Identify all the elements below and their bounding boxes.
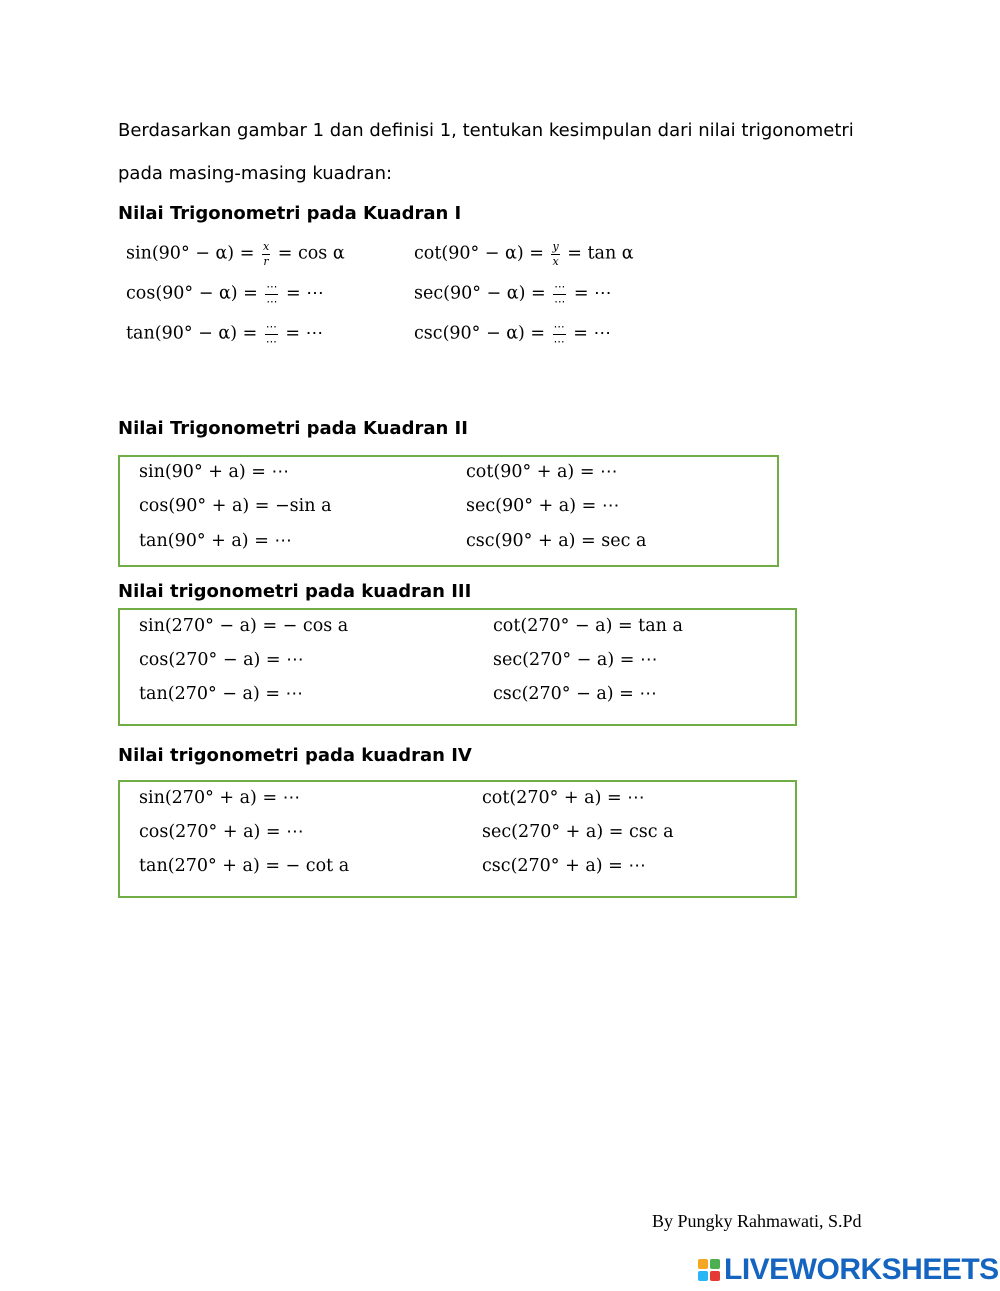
q1-csc-num: ⋯ bbox=[553, 320, 565, 333]
q1-tan-num: ⋯ bbox=[265, 320, 277, 333]
intro-line-2: pada masing-masing kuadran: bbox=[118, 163, 393, 184]
q1-cos-lhs: cos(90° − α) = bbox=[126, 283, 258, 304]
q1-csc-fraction bbox=[553, 321, 566, 347]
q1-sin-rhs: = cos α bbox=[277, 243, 345, 264]
q3-sin-formula: sin(270° − a) = − cos a bbox=[139, 616, 349, 636]
q4-sin-formula: sin(270° + a) = ⋯ bbox=[139, 788, 301, 808]
q1-csc-formula bbox=[414, 321, 611, 347]
logo-square-1 bbox=[698, 1259, 708, 1269]
q1-sin-fraction bbox=[262, 241, 270, 267]
q3-cos-formula: cos(270° − a) = ⋯ bbox=[139, 650, 304, 670]
q1-sec-formula bbox=[414, 281, 612, 307]
q1-sin-den: r bbox=[263, 254, 269, 268]
q2-sec-formula: sec(90° + a) = ⋯ bbox=[466, 496, 620, 516]
q1-sec-den: ⋯ bbox=[554, 294, 566, 308]
logo-square-3 bbox=[698, 1271, 708, 1281]
liveworksheets-logo[interactable] bbox=[698, 1253, 999, 1287]
q1-cot-formula bbox=[414, 241, 634, 267]
q4-csc-formula: csc(270° + a) = ⋯ bbox=[482, 856, 646, 876]
q1-tan-lhs: tan(90° − α) = bbox=[126, 323, 258, 344]
q3-tan-formula: tan(270° − a) = ⋯ bbox=[139, 684, 304, 704]
heading-kuadran-4: Nilai trigonometri pada kuadran IV bbox=[118, 745, 472, 766]
q1-cot-rhs: = tan α bbox=[567, 243, 634, 264]
q1-sec-num: ⋯ bbox=[554, 280, 566, 293]
author-credit: By Pungky Rahmawati, S.Pd bbox=[652, 1211, 862, 1231]
q1-cot-fraction bbox=[551, 241, 559, 267]
q1-cos-formula bbox=[126, 281, 324, 307]
q1-cos-num: ⋯ bbox=[266, 280, 278, 293]
q1-tan-rhs: = ⋯ bbox=[285, 323, 324, 344]
q4-tan-formula: tan(270° + a) = − cot a bbox=[139, 856, 350, 876]
q4-cot-formula: cot(270° + a) = ⋯ bbox=[482, 788, 645, 808]
q1-csc-rhs: = ⋯ bbox=[573, 323, 611, 344]
q1-sec-rhs: = ⋯ bbox=[573, 283, 612, 304]
q3-sec-formula: sec(270° − a) = ⋯ bbox=[493, 650, 658, 670]
q1-tan-fraction bbox=[265, 321, 278, 347]
q1-cos-rhs: = ⋯ bbox=[285, 283, 324, 304]
q2-sin-formula: sin(90° + a) = ⋯ bbox=[139, 462, 290, 482]
q1-sec-lhs: sec(90° − α) = bbox=[414, 283, 546, 304]
q1-cot-den: x bbox=[552, 254, 559, 268]
q4-cos-formula: cos(270° + a) = ⋯ bbox=[139, 822, 304, 842]
q2-tan-formula: tan(90° + a) = ⋯ bbox=[139, 531, 292, 551]
q1-sin-num: x bbox=[262, 240, 270, 253]
q4-sec-formula: sec(270° + a) = csc a bbox=[482, 822, 674, 842]
q2-csc-formula: csc(90° + a) = sec a bbox=[466, 531, 647, 551]
intro-line-1: Berdasarkan gambar 1 dan definisi 1, tentukan kesimpulan dari nilai trigonometri bbox=[118, 120, 854, 141]
heading-kuadran-1: Nilai Trigonometri pada Kuadran I bbox=[118, 203, 462, 224]
q1-cos-den: ⋯ bbox=[266, 294, 278, 308]
q3-cot-formula: cot(270° − a) = tan a bbox=[493, 616, 683, 636]
logo-squares-icon bbox=[698, 1259, 720, 1281]
q2-cot-formula: cot(90° + a) = ⋯ bbox=[466, 462, 618, 482]
heading-kuadran-2: Nilai Trigonometri pada Kuadran II bbox=[118, 418, 468, 439]
q1-cot-lhs: cot(90° − α) = bbox=[414, 243, 544, 264]
logo-text: LIVEWORKSHEETS bbox=[724, 1253, 999, 1286]
q1-tan-formula bbox=[126, 321, 323, 347]
logo-square-2 bbox=[710, 1259, 720, 1269]
q1-sin-formula bbox=[126, 241, 345, 267]
q1-csc-lhs: csc(90° − α) = bbox=[414, 323, 546, 344]
q2-cos-formula: cos(90° + a) = −sin a bbox=[139, 496, 332, 516]
heading-kuadran-3: Nilai trigonometri pada kuadran III bbox=[118, 581, 472, 602]
q1-cos-fraction bbox=[265, 281, 278, 307]
q1-sec-fraction bbox=[553, 281, 566, 307]
q1-sin-lhs: sin(90° − α) = bbox=[126, 243, 255, 264]
q1-tan-den: ⋯ bbox=[265, 334, 277, 348]
logo-square-4 bbox=[710, 1271, 720, 1281]
q3-csc-formula: csc(270° − a) = ⋯ bbox=[493, 684, 657, 704]
q1-cot-num: y bbox=[552, 240, 559, 253]
q1-csc-den: ⋯ bbox=[553, 334, 565, 348]
